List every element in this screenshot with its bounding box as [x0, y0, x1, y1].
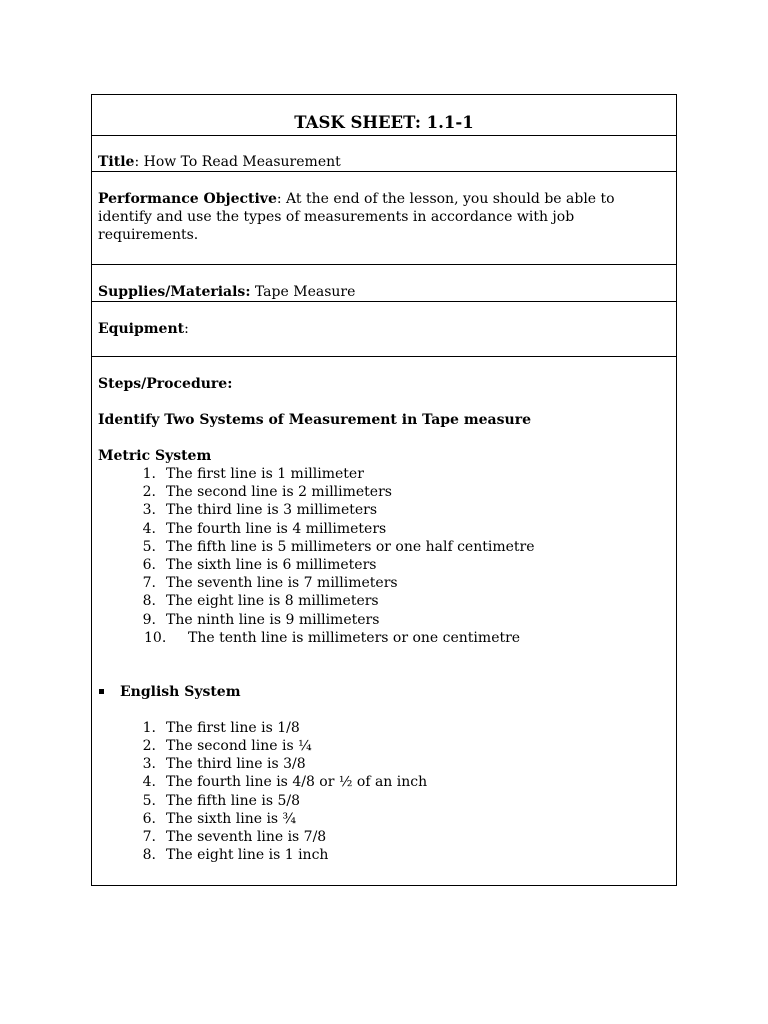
metric-heading: Metric System: [98, 448, 212, 464]
list-item: 4. The fourth line is 4/8 or ½ of an inch: [142, 774, 428, 791]
objective-value: At the end of the lesson, you should be able to identify and use the types of measurements in accordance with job requirements.: [98, 191, 615, 243]
list-item: 2. The second line is 2 millimeters: [142, 484, 392, 501]
title-label: Title: [98, 154, 135, 170]
list-item: 1. The first line is 1 millimeter: [142, 466, 364, 482]
list-item: 6. The sixth line is ¾: [142, 810, 297, 827]
task-sheet: [91, 94, 677, 886]
list-item: 10. The tenth line is millimeters or one centimetre: [144, 629, 521, 646]
list-item: 1. The first line is 1/8: [142, 719, 300, 736]
list-item: 7. The seventh line is 7/8: [142, 829, 327, 845]
supplies-label: Supplies/Materials:: [98, 284, 251, 300]
objective-label: Performance Objective: [98, 191, 277, 207]
list-item: 4. The fourth line is 4 millimeters: [142, 520, 387, 537]
objective-row: [92, 172, 676, 265]
equipment-sep: :: [184, 321, 189, 337]
steps-row: [92, 357, 676, 885]
list-item: 3. The third line is 3 millimeters: [142, 502, 378, 519]
list-item: 9. The ninth line is 9 millimeters: [142, 611, 380, 628]
title-row: [92, 136, 676, 172]
english-heading-text: English System: [120, 683, 241, 700]
supplies-row: [92, 265, 676, 302]
equipment-row: [92, 302, 676, 357]
title-value: How To Read Measurement: [139, 154, 341, 170]
list-item: 8. The eight line is 1 inch: [142, 847, 329, 864]
english-heading: [98, 683, 670, 701]
heading-text: TASK SHEET: 1.1-1: [294, 113, 474, 132]
bullet-square-icon: [99, 689, 104, 694]
equipment-label: Equipment: [98, 321, 185, 337]
title-sep: :: [134, 154, 140, 170]
list-item: 7. The seventh line is 7 millimeters: [142, 575, 398, 592]
steps-label: Steps/Procedure:: [98, 376, 233, 392]
objective-sep: :: [276, 191, 282, 207]
supplies-value: Tape Measure: [250, 284, 356, 300]
list-item: 8. The eight line is 8 millimeters: [142, 593, 379, 610]
list-item: 5. The fifth line is 5 millimeters or one half centimetre: [142, 538, 535, 555]
metric-list: [98, 465, 670, 647]
list-item: 6. The sixth line is 6 millimeters: [142, 556, 377, 573]
steps-subheading: Identify Two Systems of Measurement in Tape measure: [98, 412, 531, 428]
task-sheet-heading: [92, 95, 676, 136]
english-list: [98, 719, 670, 865]
list-item: 3. The third line is 3/8: [142, 756, 306, 773]
list-item: 2. The second line is ¼: [142, 738, 312, 755]
list-item: 5. The fifth line is 5/8: [142, 792, 301, 809]
